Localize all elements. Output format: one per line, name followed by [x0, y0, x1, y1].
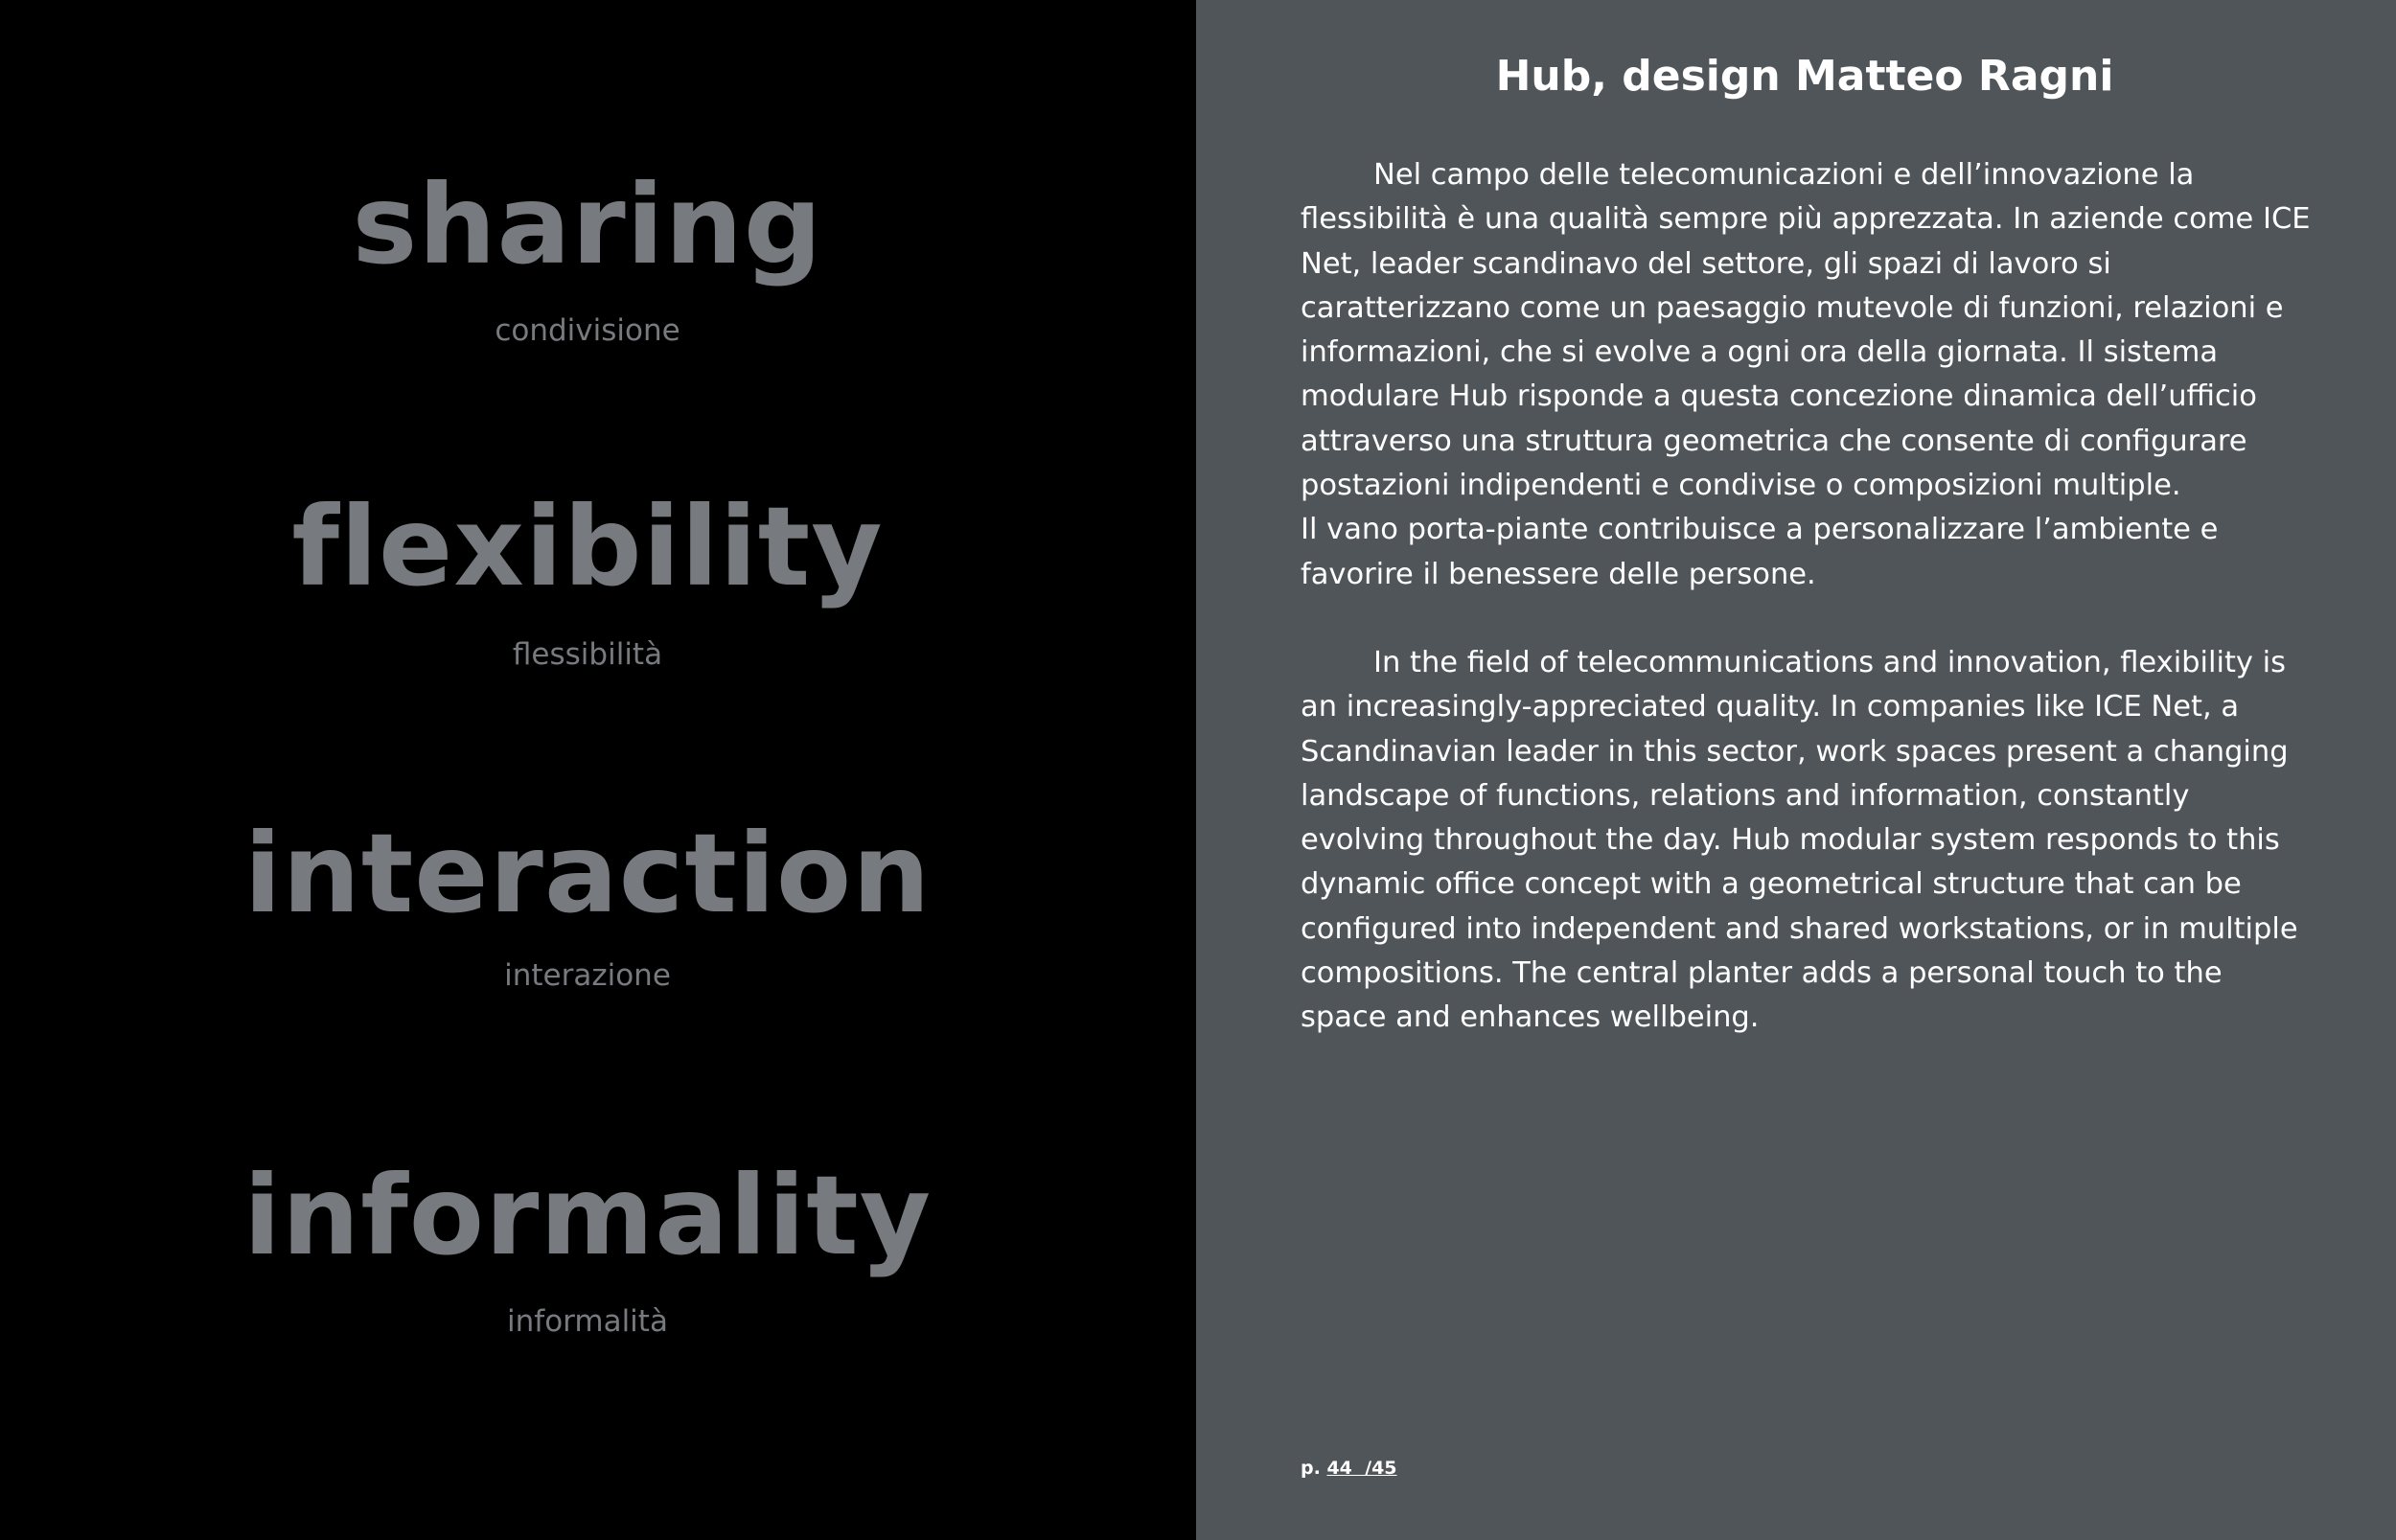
keyword-block-informality [0, 1152, 1175, 1339]
translation-interazione: interazione [504, 958, 671, 993]
english-paragraph-text: In the field of telecommunications and innovation, flexibility is an increasingly-appreciated quality. In companies like ICE Net, a Scandinavian leader in this sector, work spaces present a changing landscape of functions, relations and information, constantly evolving throughout the day. Hub modular system responds to this dynamic office concept with a geometrical structure that can be configured into independent and shared workstations, or in multiple compositions. The central planter adds a personal touch to the space and enhances wellbeing. [1301, 646, 2298, 1035]
italian-paragraph-1-text: Nel campo delle telecomunicazioni e dell’innovazione la flessibilità è una qualità sempre più apprezzata. In aziende come ICE Net, leader scandinavo del settore, gli spazi di lavoro si caratterizzano come un paesaggio mutevole di funzioni, relazioni e informazioni, che si evolve a ogni ora della giornata. Il sistema modulare Hub risponde a questa concezione dinamica dell’ufficio attraverso una struttura geometrica che consente di configurare postazioni indipendenti e condivise o composizioni multiple. [1301, 158, 2311, 503]
italian-text [1301, 153, 2316, 597]
page-number [1301, 1458, 1397, 1479]
keyword-interaction: interaction [243, 810, 932, 937]
english-paragraph [1301, 641, 2316, 1041]
italian-paragraph-1 [1301, 153, 2316, 508]
keyword-block-interaction [0, 810, 1175, 993]
english-text [1301, 641, 2316, 1041]
italian-paragraph-2: Il vano porta-piante contribuisce a personalizzare l’ambiente e favorire il benessere delle persone. [1301, 513, 2219, 591]
left-page [0, 0, 1196, 1540]
keyword-block-flexibility [0, 483, 1175, 672]
translation-flessibilita: flessibilità [512, 637, 663, 672]
translation-condivisione: condivisione [495, 313, 680, 348]
page-prefix: p. [1301, 1458, 1321, 1479]
keyword-informality: informality [242, 1152, 933, 1279]
page-title: Hub, design Matteo Ragni [1495, 52, 2114, 101]
right-page [1196, 0, 2396, 1540]
translation-informalita: informalità [507, 1304, 668, 1339]
keyword-block-sharing [0, 161, 1175, 348]
keyword-flexibility: flexibility [291, 483, 884, 610]
page-numbers: 44 /45 [1326, 1458, 1397, 1479]
keyword-sharing: sharing [352, 161, 823, 288]
